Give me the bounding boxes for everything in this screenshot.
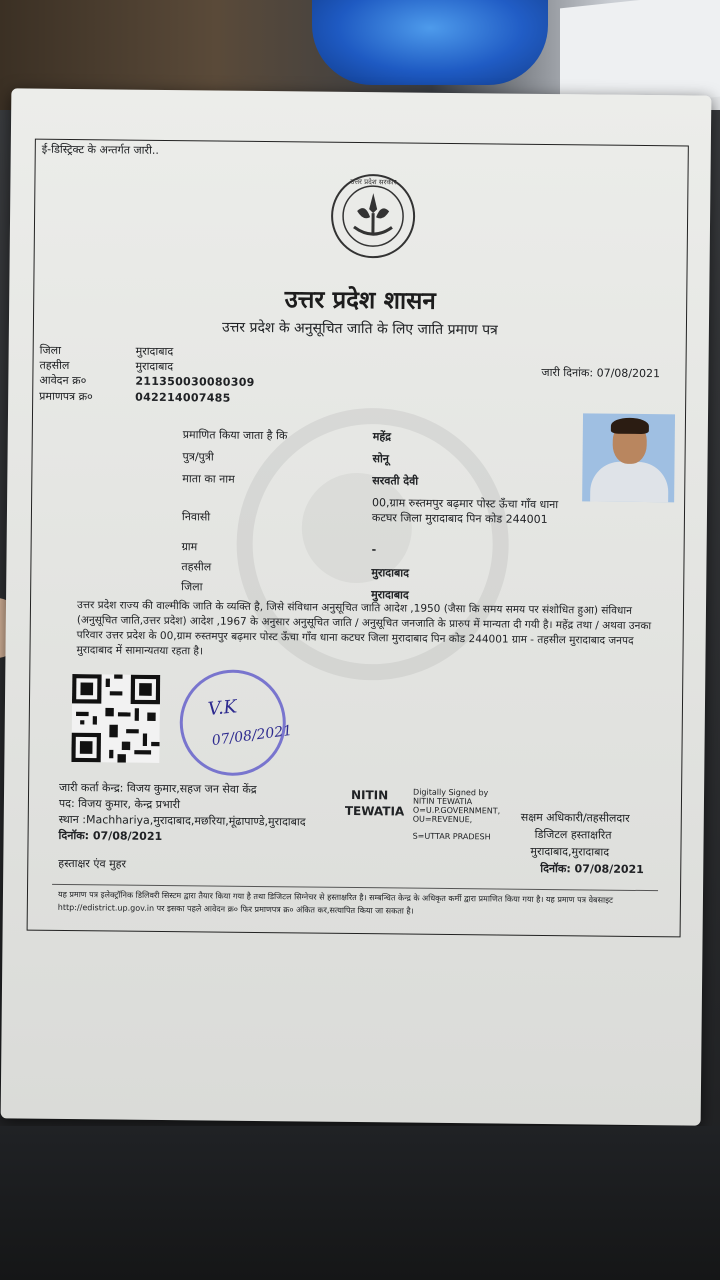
up-emblem-icon: [330, 173, 417, 260]
qr-code[interactable]: [71, 674, 160, 763]
certificate-border: [27, 139, 689, 938]
field-label-certified: प्रमाणित किया जाता है कि: [182, 428, 288, 443]
field-label-village: ग्राम: [181, 540, 198, 554]
field-label-tehsil: तहसील: [181, 560, 212, 574]
applicant-photo: [582, 413, 675, 502]
emblem-text: उत्तर प्रदेश सरकार: [350, 177, 397, 187]
official-stamp: [179, 669, 286, 776]
issue-date: जारी दिनांक: 07/08/2021: [541, 365, 661, 381]
water-bottle: [312, 0, 548, 85]
officer-block: सक्षम अधिकारी/तहसीलदार डिजिटल हस्ताक्षरित मुरादाबाद,मुरादाबाद दिनॉक: 07/08/2021: [520, 810, 644, 877]
field-value-mother: सरवती देवी: [372, 474, 419, 488]
footer-note: यह प्रमाण पत्र इलेक्ट्रॉनिक डिलिवरी सिस्टम द्वारा तैयार किया गया है तथा डिजिटल सिग्नेचर से हस्ताक्षरित है। सम्बन्धित केन्द्र के अधिकृत कर्मी द्वारा प्रमाणित किया गया है। यह प्रमाण पत्र वेबसाइट http://edistrict.up.gov.in पर इसका पहले आवेदन क्र० फिर प्रमाणपत्र क्र० अंकित कर,सत्यापित किया जा सकता है।: [57, 889, 614, 916]
field-label-district: जिला: [181, 580, 203, 594]
field-value-name: महेंद्र: [372, 430, 392, 444]
field-value-tehsil: मुरादाबाद: [371, 566, 410, 580]
meta-certificate-no: प्रमाणपत्र क्र० 042214007485: [39, 389, 231, 405]
field-label-mother: माता का नाम: [182, 472, 235, 486]
header-note: ई-डिस्ट्रिक्ट के अन्तर्गत जारी..: [41, 142, 159, 157]
field-value-district: मुरादाबाद: [371, 588, 409, 602]
signature-seal-label: हस्ताक्षर एंव मुहर: [58, 856, 127, 871]
page-title: उत्तर प्रदेश शासन: [284, 284, 436, 315]
field-label-parent: पुत्र/पुत्री: [182, 450, 214, 464]
issuer-block: जारी कर्ता केन्द्र: विजय कुमार,सहज जन सेवा केंद्र पद: विजय कुमार, केन्द्र प्रभारी स्थान :Machhariya,मुरादाबाद,मछरिया,मूंढापाण्डे,मुरादाबाद दिनॉक: 07/08/2021: [58, 780, 306, 843]
field-value-parent: सोनू: [372, 452, 390, 466]
digital-signature-info: Digitally Signed by NITIN TEWATIA O=U.P.GOVERNMENT, OU=REVENUE,: [412, 787, 501, 825]
digital-signature-name: NITIN TEWATIA: [344, 787, 405, 819]
field-label-residence: निवासी: [181, 510, 211, 524]
digital-signature-state: S=UTTAR PRADESH: [412, 831, 491, 842]
meta-application-no: आवेदन क्र० 211350030080309: [39, 373, 255, 389]
field-value-village: -: [371, 543, 377, 557]
meta-tehsil: तहसील मुरादाबाद: [39, 358, 174, 374]
page-subtitle: उत्तर प्रदेश के अनुसूचित जाति के लिए जाति प्रमाण पत्र: [221, 319, 498, 339]
stamp-signature: V.K: [207, 696, 238, 720]
certificate-sheet: [1, 88, 712, 1125]
meta-district: जिला मुरादाबाद: [39, 343, 174, 359]
table-surface: [0, 1126, 720, 1280]
field-value-residence: 00,ग्राम रुस्तमपुर बढ़मार पोस्ट ऊँचा गाँव धाना कटघर जिला मुरादाबाद पिन कोड 244001: [371, 496, 559, 527]
certificate-paragraph: उत्तर प्रदेश राज्य की वाल्मीकि जाति के व्यक्ति है, जिसे संविधान अनुसूचित जाति आदेश ,1950 (जैसा कि समय समय पर संशोधित हुआ) संविधान (अनुसूचित जाति,उत्तर प्रदेश) आदेश ,1967 के अनुसार अनुसूचित जाति / अनुसूचित जनजाति के प्रारुप में मान्यता दी गयी है। महेंद्र तथा / अथवा उनका परिवार उत्तर प्रदेश के 00,ग्राम रुस्तमपुर बढ़मार पोस्ट ऊँचा गाँव धाना कटघर जिला मुरादाबाद पिन कोड 244001 ग्राम - तहसील मुरादाबाद जनपद मुरादाबाद में सामान्यतया रहता है।: [76, 599, 652, 658]
stamp-date: 07/08/2021: [210, 722, 294, 750]
